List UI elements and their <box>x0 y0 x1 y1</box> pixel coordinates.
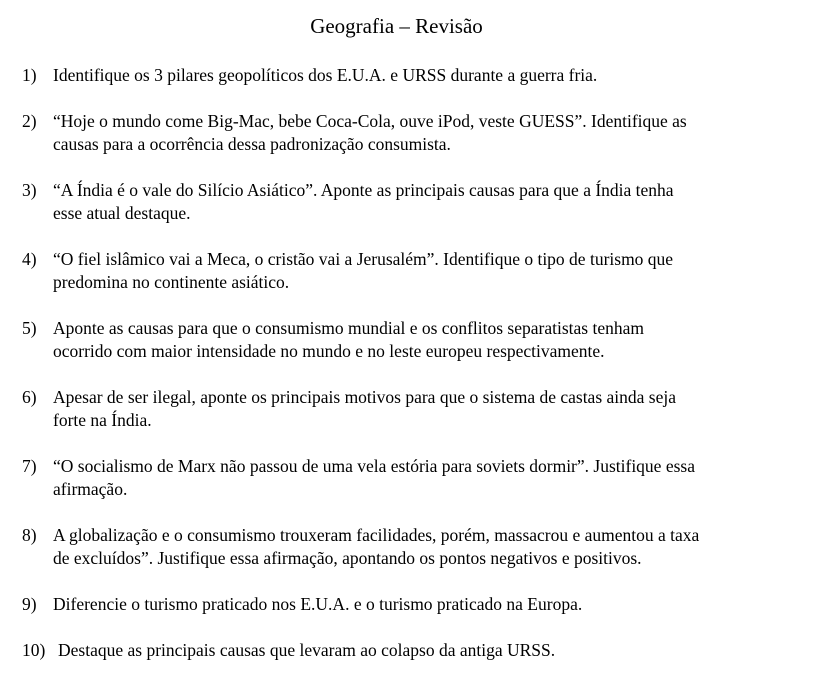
question-text: Diferencie o turismo praticado nos E.U.A. e o turismo praticado na Europa. <box>53 594 583 614</box>
question-number: 8) <box>22 525 37 545</box>
question-number: 3) <box>22 180 37 200</box>
question-item <box>0 524 800 570</box>
question-item <box>0 455 800 501</box>
question-item <box>0 179 800 225</box>
question-number: 6) <box>22 387 37 407</box>
question-number: 4) <box>22 249 37 269</box>
question-number: 2) <box>22 111 37 131</box>
question-item <box>0 110 800 156</box>
question-item <box>0 64 800 87</box>
question-item <box>0 248 800 294</box>
question-text: “Hoje o mundo come Big-Mac, bebe Coca-Cola, ouve iPod, veste GUESS”. Identifique as causas para a ocorrência dessa padronização consumista. <box>53 111 687 154</box>
question-text: “A Índia é o vale do Silício Asiático”. Aponte as principais causas para que a Índia tenha esse atual destaque. <box>53 180 674 223</box>
question-text: Apesar de ser ilegal, aponte os principais motivos para que o sistema de castas ainda seja forte na Índia. <box>53 387 676 430</box>
question-item <box>0 593 800 616</box>
question-text: “O fiel islâmico vai a Meca, o cristão vai a Jerusalém”. Identifique o tipo de turismo que predomina no continente asiático. <box>53 249 674 292</box>
question-text: Identifique os 3 pilares geopolíticos dos E.U.A. e URSS durante a guerra fria. <box>53 65 598 85</box>
question-item <box>0 639 800 662</box>
question-number: 1) <box>22 65 37 85</box>
question-item <box>0 317 800 363</box>
question-text: Aponte as causas para que o consumismo mundial e os conflitos separatistas tenham ocorrido com maior intensidade no mundo e no leste europeu respectivamente. <box>53 318 644 361</box>
question-number: 5) <box>22 318 37 338</box>
question-text: A globalização e o consumismo trouxeram facilidades, porém, massacrou e aumentou a taxa de excluídos”. Justifique essa afirmação, apontando os pontos negativos e positivos. <box>53 525 700 568</box>
question-number: 9) <box>22 594 37 614</box>
question-item <box>0 386 800 432</box>
question-text: “O socialismo de Marx não passou de uma vela estória para soviets dormir”. Justifique essa afirmação. <box>53 456 695 499</box>
page-title: Geografia – Revisão <box>310 14 483 38</box>
question-number: 10) <box>22 640 46 660</box>
question-text: Destaque as principais causas que levaram ao colapso da antiga URSS. <box>58 640 556 660</box>
question-number: 7) <box>22 456 37 476</box>
